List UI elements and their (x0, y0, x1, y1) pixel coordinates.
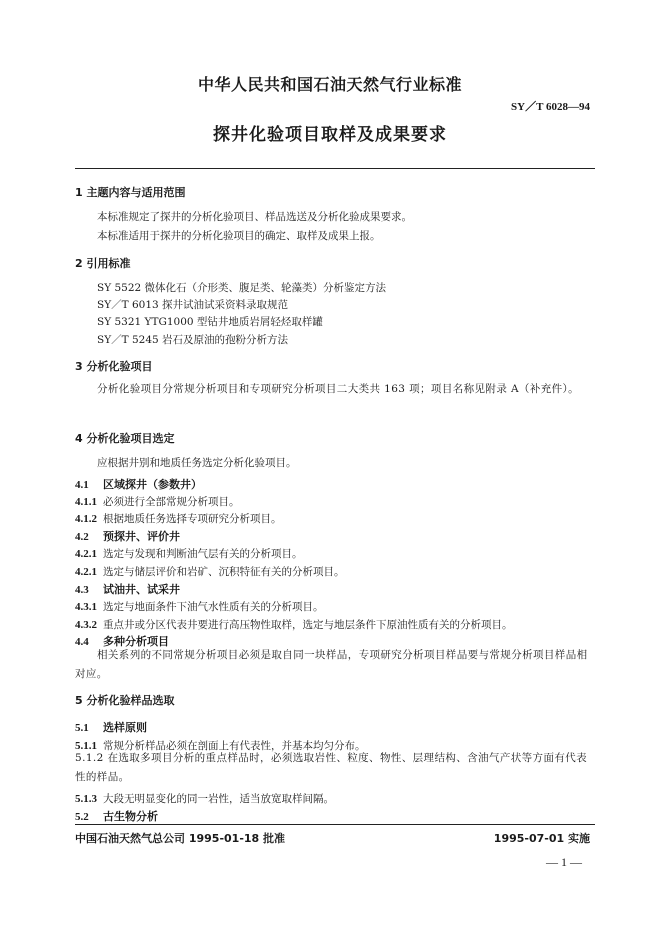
section-2-heading: 2 引用标准 (75, 257, 131, 270)
standard-category-title: 中华人民共和国石油天然气行业标准 (197, 75, 462, 94)
clause-text: 选定与地面条件下油气水性质有关的分析项目。 (103, 601, 324, 613)
section-4-para-2: 相关系列的不同常规分析项目必须是取自同一块样品，专项研究分析项目样品要与常规分析项目样品相对应。 (75, 649, 588, 680)
approval-line: 中国石油天然气总公司 1995-01-18 批准 (75, 832, 286, 845)
clause-5-1-2: 5.1.2 在选取多项目分析的重点样品时，必须选取岩性、粒度、物性、层理结构、含油气产状等方面有代表性的样品。 (75, 752, 588, 783)
clause-number: 4.3.2 (75, 619, 97, 631)
clause-number: 4.1.2 (75, 513, 97, 525)
section-1-para-2: 本标准适用于探井的分析化验项目的确定、取样及成果上报。 (97, 230, 381, 242)
clause-row (75, 716, 147, 735)
clause-text: 必须进行全部常规分析项目。 (103, 496, 240, 508)
clause-number: 4.3.1 (75, 601, 97, 613)
section-3-para: 分析化验项目分常规分析项目和专项研究分析项目二大类共 163 项；项目名称见附录 A（补充件）。 (97, 383, 580, 395)
clause-text: 选定与储层评价和岩矿、沉积特征有关的分析项目。 (103, 566, 345, 578)
clause-number: 4.2.1 (75, 548, 97, 560)
section-3-heading: 3 分析化验项目 (75, 360, 153, 373)
effective-date: 1995-07-01 实施 (493, 832, 590, 845)
clause-row (75, 787, 334, 806)
clause-number: 4.4 (75, 636, 89, 648)
document-title: 探井化验项目取样及成果要求 (213, 125, 447, 145)
clause-text: 根据地质任务选择专项研究分析项目。 (103, 513, 282, 525)
header-divider (75, 168, 595, 169)
clause-number: 5.2 (75, 811, 89, 823)
clause-number: 4.2.1 (75, 566, 97, 578)
clause-number: 4.3 (75, 584, 89, 596)
clause-text: 大段无明显变化的同一岩性，适当放宽取样间隔。 (103, 793, 334, 805)
section-1-para-1: 本标准规定了探井的分析化验项目、样品选送及分析化验成果要求。 (97, 211, 412, 223)
clause-text: 预探井、评价井 (103, 530, 180, 543)
clause-number: 4.2 (75, 531, 89, 543)
clause-row (75, 507, 282, 526)
section-1-heading: 1 主题内容与适用范围 (75, 186, 186, 199)
reference-item: SY 5522 微体化石（介形类、腹足类、轮藻类）分析鉴定方法 (97, 282, 387, 294)
clause-number: 4.1.1 (75, 496, 97, 508)
reference-item: SY／T 5245 岩石及原油的孢粉分析方法 (97, 334, 289, 346)
standard-code: SY／T 6028—94 (511, 101, 590, 113)
clause-row (75, 805, 158, 824)
reference-item: SY／T 6013 探井试油试采资料录取规范 (97, 299, 289, 311)
section-4-para-1: 应根据井别和地质任务选定分析化验项目。 (97, 457, 297, 469)
clause-row (75, 595, 324, 614)
clause-number: 5.1.3 (75, 793, 97, 805)
reference-item: SY 5321 YTG1000 型钻井地质岩屑轻烃取样罐 (97, 316, 323, 328)
clause-text: 常规分析样品必须在剖面上有代表性，并基本均匀分布。 (103, 740, 366, 752)
clause-text: 古生物分析 (103, 810, 158, 823)
clause-number: 5.1.1 (75, 740, 97, 752)
clause-text: 试油井、试采井 (103, 583, 180, 596)
footer-divider (75, 824, 595, 825)
clause-text: 重点井或分区代表井要进行高压物性取样，选定与地层条件下原油性质有关的分析项目。 (103, 619, 513, 631)
clause-text: 区域探井（参数井） (103, 478, 202, 491)
clause-text: 多种分析项目 (103, 635, 169, 648)
clause-row (75, 560, 345, 579)
page-number: — 1 — (546, 855, 582, 869)
section-5-heading: 5 分析化验样品选取 (75, 694, 175, 707)
section-4-heading: 4 分析化验项目选定 (75, 432, 175, 445)
clause-text: 选样原则 (103, 721, 147, 734)
clause-number: 5.1 (75, 722, 89, 734)
clause-number: 4.1 (75, 479, 89, 491)
clause-row (75, 542, 303, 561)
clause-text: 选定与发现和判断油气层有关的分析项目。 (103, 548, 303, 560)
